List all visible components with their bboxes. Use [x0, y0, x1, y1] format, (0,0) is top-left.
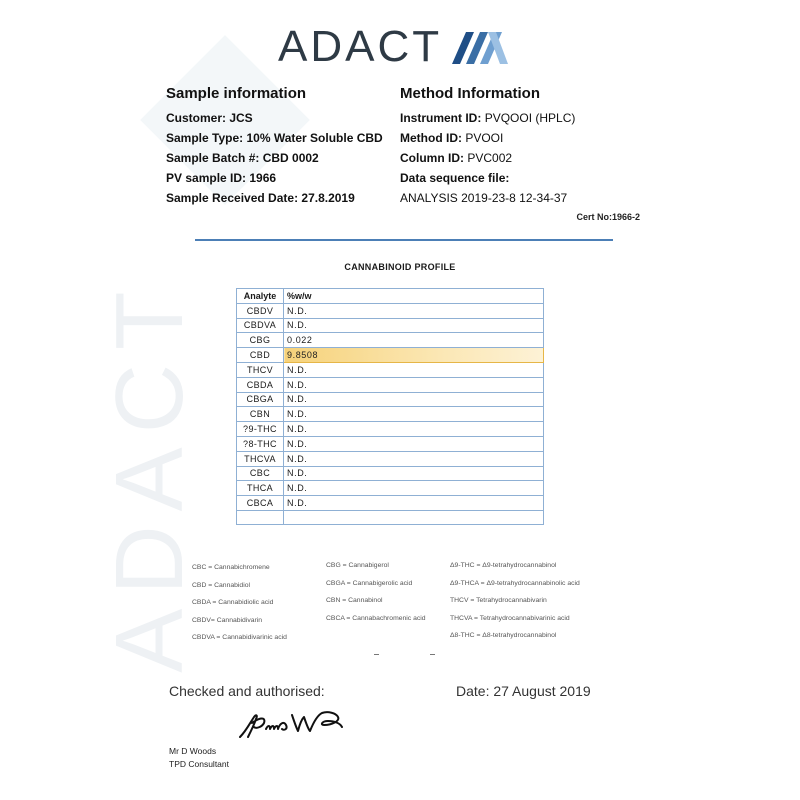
- signature-icon: [236, 703, 348, 743]
- adact-logo: [278, 22, 508, 72]
- profile-title: CANNABINOID PROFILE: [344, 262, 456, 272]
- instrument-id: [400, 108, 575, 128]
- analyte-cell: CBDVA: [237, 318, 284, 333]
- table-row: [237, 436, 544, 451]
- empty-cell: [284, 510, 544, 524]
- value-cell: N.D.: [284, 436, 544, 451]
- dash-mark: [374, 654, 379, 655]
- legend-item: THCVA = Tetrahydrocannabivarinic acid: [450, 614, 570, 622]
- legend-item: THCV = Tetrahydrocannabivarin: [450, 597, 547, 604]
- adact-chevron-mark-icon: [452, 28, 508, 66]
- legend-item: CBDA = Cannabidiolic acid: [192, 599, 274, 606]
- value-cell: N.D.: [284, 407, 544, 422]
- sequence-value: ANALYSIS 2019-23-8 12-34-37: [400, 191, 568, 205]
- value-cell: N.D.: [284, 377, 544, 392]
- legend-item: CBD = Cannabidiol: [192, 581, 250, 589]
- legend-item: CBGA = Cannabigerolic acid: [326, 579, 413, 587]
- instrument-value: PVQOOI (HPLC): [484, 111, 576, 125]
- checked-label: Checked and authorised:: [169, 683, 325, 699]
- analyte-cell: CBD: [237, 348, 284, 363]
- sample-info-title: Sample information: [166, 85, 307, 102]
- signer-title: TPD Consultant: [169, 759, 229, 769]
- analyte-cell: CBC: [237, 466, 284, 481]
- legend-item: CBDVA = Cannabidivarinic acid: [192, 634, 287, 641]
- analyte-cell: CBN: [237, 407, 284, 422]
- value-cell: N.D.: [284, 466, 544, 481]
- sequence-label: Data sequence file:: [400, 171, 510, 185]
- signer-name: Mr D Woods: [169, 746, 217, 756]
- value-cell: N.D.: [284, 422, 544, 437]
- table-row: [237, 377, 544, 392]
- table-row: [237, 333, 544, 348]
- analyte-cell: THCV: [237, 362, 284, 377]
- watermark-text: ADACT: [96, 277, 203, 673]
- sample-information: [166, 85, 383, 208]
- legend-column-3: [450, 557, 580, 645]
- dash-mark: [430, 654, 435, 655]
- analyte-cell: ?9-THC: [237, 422, 284, 437]
- legend-column-1: [192, 559, 287, 647]
- table-row: [237, 318, 544, 333]
- table-row: [237, 407, 544, 422]
- customer: Customer: JCS: [166, 111, 253, 125]
- table-row: [237, 422, 544, 437]
- analyte-cell: ?8-THC: [237, 436, 284, 451]
- value-cell: N.D.: [284, 481, 544, 496]
- method-information: [400, 85, 575, 208]
- legend-item: Δ9-THCA = Δ9-tetrahydrocannabinolic acid: [450, 579, 580, 587]
- column-id: [400, 148, 575, 168]
- sample-batch: Sample Batch #: CBD 0002: [166, 151, 319, 165]
- analyte-cell: CBG: [237, 333, 284, 348]
- analyte-cell: CBGA: [237, 392, 284, 407]
- legend-item: CBN = Cannabinol: [326, 597, 383, 604]
- table-header-row: [237, 289, 544, 304]
- value-cell: N.D.: [284, 303, 544, 318]
- table-row: [237, 466, 544, 481]
- table-row-empty: [237, 510, 544, 524]
- header-value: %w/w: [284, 289, 544, 304]
- header-analyte: Analyte: [237, 289, 284, 304]
- value-cell: 0.022: [284, 333, 544, 348]
- table-row: [237, 496, 544, 511]
- empty-cell: [237, 510, 284, 524]
- analyte-cell: THCVA: [237, 451, 284, 466]
- value-cell: N.D.: [284, 318, 544, 333]
- table-row: [237, 303, 544, 318]
- column-label: Column ID:: [400, 151, 464, 165]
- date-label: Date: 27 August 2019: [456, 683, 591, 699]
- table-row: [237, 348, 544, 363]
- method-id: [400, 128, 575, 148]
- cannabinoid-profile-table: [236, 288, 544, 525]
- logo-text: ADACT: [278, 22, 443, 71]
- instrument-label: Instrument ID:: [400, 111, 482, 125]
- legend-column-2: [326, 557, 426, 627]
- sample-type: Sample Type: 10% Water Soluble CBD: [166, 131, 383, 145]
- legend-item: CBC = Cannabichromene: [192, 564, 270, 571]
- legend-item: CBG = Cannabigerol: [326, 562, 389, 569]
- legend-item: CBDV= Cannabidivarin: [192, 616, 263, 624]
- method-label: Method ID:: [400, 131, 462, 145]
- value-cell: 9.8508: [284, 348, 544, 363]
- table-row: [237, 451, 544, 466]
- value-cell: N.D.: [284, 451, 544, 466]
- divider: [195, 239, 613, 241]
- value-cell: N.D.: [284, 496, 544, 511]
- method-value: PVOOI: [465, 131, 504, 145]
- legend-item: Δ8-THC = Δ8-tetrahydrocannabinol: [450, 632, 557, 639]
- analyte-cell: CBCA: [237, 496, 284, 511]
- legend-item: CBCA = Cannabachromenic acid: [326, 614, 426, 622]
- sample-received-date: Sample Received Date: 27.8.2019: [166, 191, 355, 205]
- analyte-cell: CBDA: [237, 377, 284, 392]
- value-cell: N.D.: [284, 362, 544, 377]
- table-row: [237, 481, 544, 496]
- analyte-cell: THCA: [237, 481, 284, 496]
- method-info-title: Method Information: [400, 85, 540, 102]
- legend-item: Δ9-THC = Δ9-tetrahydrocannabinol: [450, 562, 557, 569]
- table-row: [237, 392, 544, 407]
- signer-block: [169, 745, 229, 771]
- table-row: [237, 362, 544, 377]
- cert-number: Cert No:1966-2: [576, 212, 640, 222]
- value-cell: N.D.: [284, 392, 544, 407]
- sequence-value-row: [400, 188, 575, 208]
- analyte-cell: CBDV: [237, 303, 284, 318]
- pv-sample-id: PV sample ID: 1966: [166, 171, 277, 185]
- column-value: PVC002: [467, 151, 513, 165]
- data-sequence-file: [400, 168, 575, 188]
